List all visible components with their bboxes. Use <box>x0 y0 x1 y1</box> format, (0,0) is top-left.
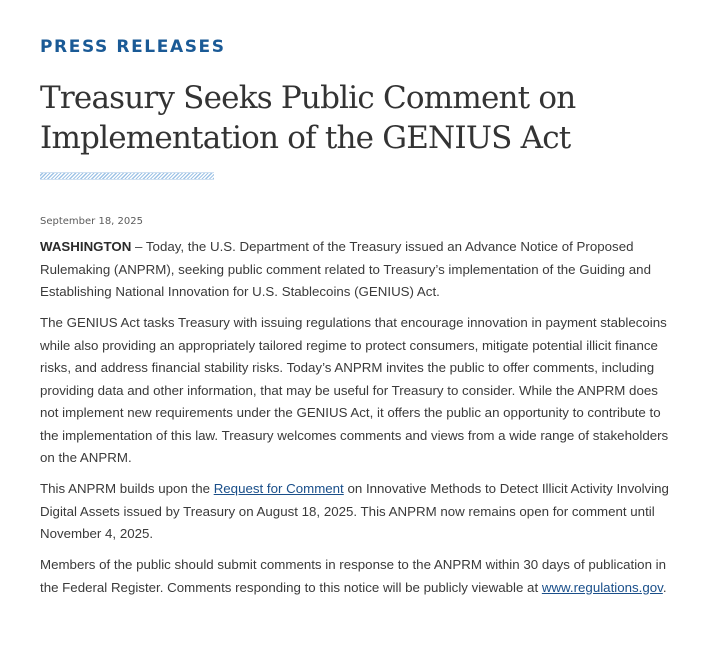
publish-date: September 18, 2025 <box>40 216 143 227</box>
paragraph-4-text-before: Members of the public should submit comments in response to the ANPRM within 30 days of publication in the Federal Register. Comments responding to this notice will be publicly viewable at <box>40 557 667 595</box>
paragraph-3-text-before: This ANPRM builds upon the <box>40 481 214 496</box>
paragraph-2: The GENIUS Act tasks Treasury with issuing regulations that encourage innovation in payment stablecoins while also providing an appropriately tailored regime to protect consumers, mitigate potential illicit finance risks, and address financial stability risks. Today’s ANPRM invites the public to offer comments, including providing data and other information, that may be useful for Treasury to consider. While the ANPRM does not implement new requirements under the GENIUS Act, it offers the public an opportunity to contribute to the implementation of this law. Treasury welcomes comments and views from a wide range of stakeholders on the ANPRM. <box>40 315 669 465</box>
paragraph-3-text-after: on Innovative Methods to Detect Illicit Activity Involving Digital Assets issued by Treasury on August 18, 2025. This ANPRM now remains open for comment until November 4, 2025. <box>40 481 669 541</box>
paragraph-4-text-after: . <box>662 579 667 595</box>
dateline: WASHINGTON <box>40 239 132 254</box>
section-label-link[interactable]: PRESS RELEASES <box>40 37 226 57</box>
page-title: Treasury Seeks Public Comment on Implementation of the GENIUS Act <box>40 80 576 156</box>
paragraph-1-text: – Today, the U.S. Department of the Treasury issued an Advance Notice of Proposed Rulemaking (ANPRM), seeking public comment related to Treasury’s implementation of the Guiding and Establishing National Innovation for U.S. Stablecoins (GENIUS) Act. <box>40 239 651 299</box>
title-divider <box>40 172 214 180</box>
paragraph-4 <box>40 554 672 599</box>
request-for-comment-link[interactable]: Request for Comment <box>213 481 344 496</box>
paragraph-1 <box>40 236 672 304</box>
article-body <box>40 236 672 608</box>
paragraph-3 <box>40 478 672 546</box>
regulations-gov-link[interactable]: www.regulations.gov <box>541 579 663 595</box>
